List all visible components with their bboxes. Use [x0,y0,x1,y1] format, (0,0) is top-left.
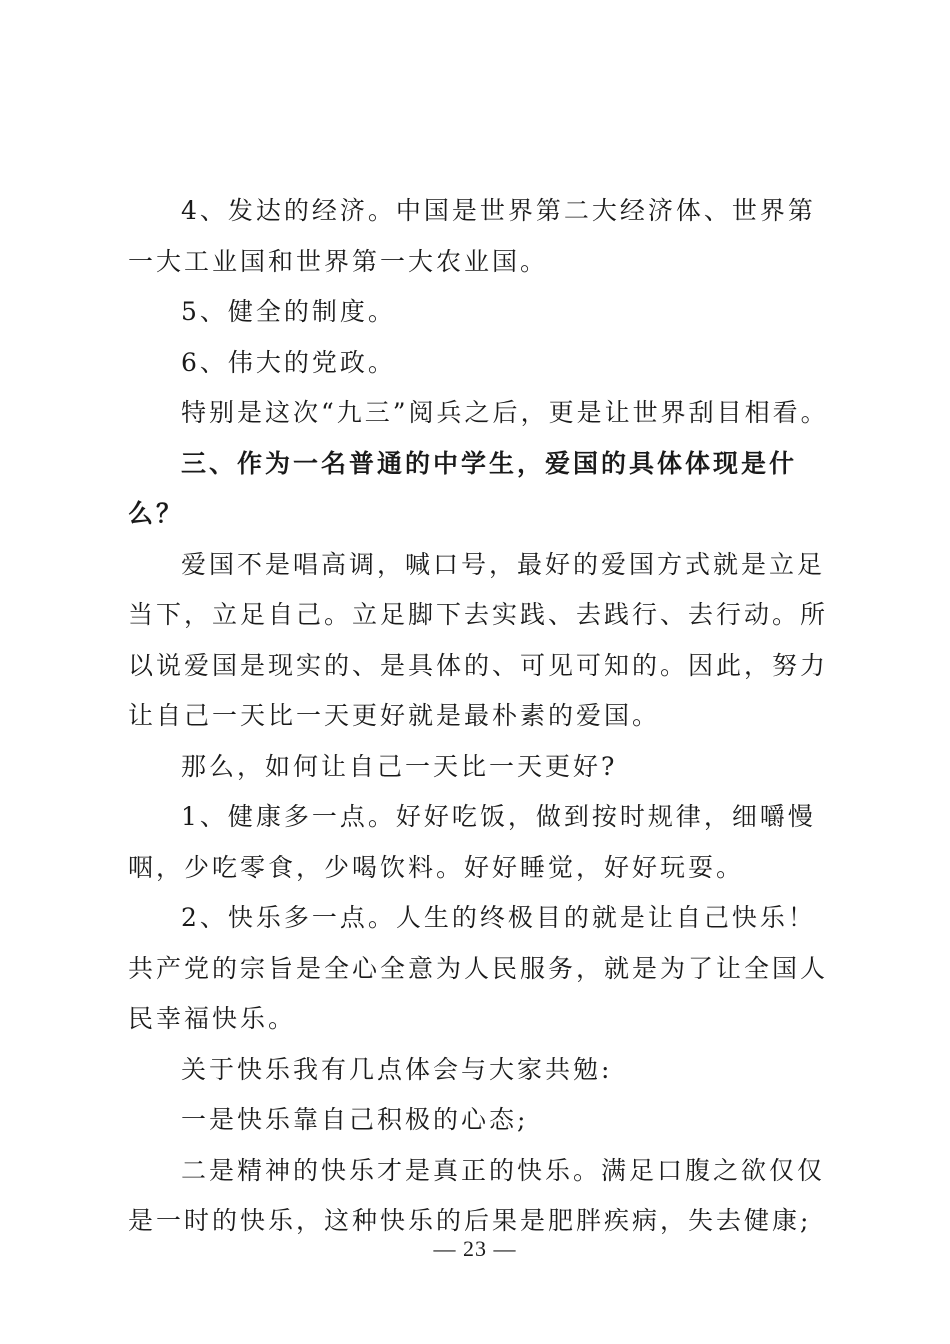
paragraph-happiness: 2、快乐多一点。人生的终极目的就是让自己快乐！共产党的宗旨是全心全意为人民服务，就是为了让全国人民幸福快乐。 [128,903,829,1033]
paragraph-question: 那么，如何让自己一天比一天更好? [181,751,618,781]
body-text [128,186,833,1247]
paragraph-point-two: 二是精神的快乐才是真正的快乐。满足口腹之欲仅仅是一时的快乐，这种快乐的后果是肥胖疾病，失去健康; [128,1155,826,1235]
paragraph-parade: 特别是这次“九三”阅兵之后，更是让世界刮目相看。 [181,398,829,427]
section-heading: 三、作为一名普通的中学生，爱国的具体体现是什么？ [128,448,798,528]
paragraph-party: 6、伟大的党政。 [181,347,396,377]
paragraph-system: 5、健全的制度。 [181,297,396,326]
paragraph-economy: 4、发达的经济。中国是世界第二大经济体、世界第一大工业国和世界第一大农业国。 [128,196,816,276]
paragraph-health: 1、健康多一点。好好吃饭，做到按时规律，细嚼慢咽，少吃零食，少喝饮料。好好睡觉，好好玩耍。 [128,802,816,882]
paragraph-patriotism: 爱国不是唱高调，喊口号，最好的爱国方式就是立足当下，立足自己。立足脚下去实践、去践行、去行动。所以说爱国是现实的、是具体的、可见可知的。因此，努力让自己一天比一天更好就是最朴素的爱国。 [128,549,829,730]
paragraph-point-one: 一是快乐靠自己积极的心态; [181,1105,529,1134]
paragraph-insights: 关于快乐我有几点体会与大家共勉: [181,1054,613,1084]
page-number: — 23 — [433,1236,517,1261]
